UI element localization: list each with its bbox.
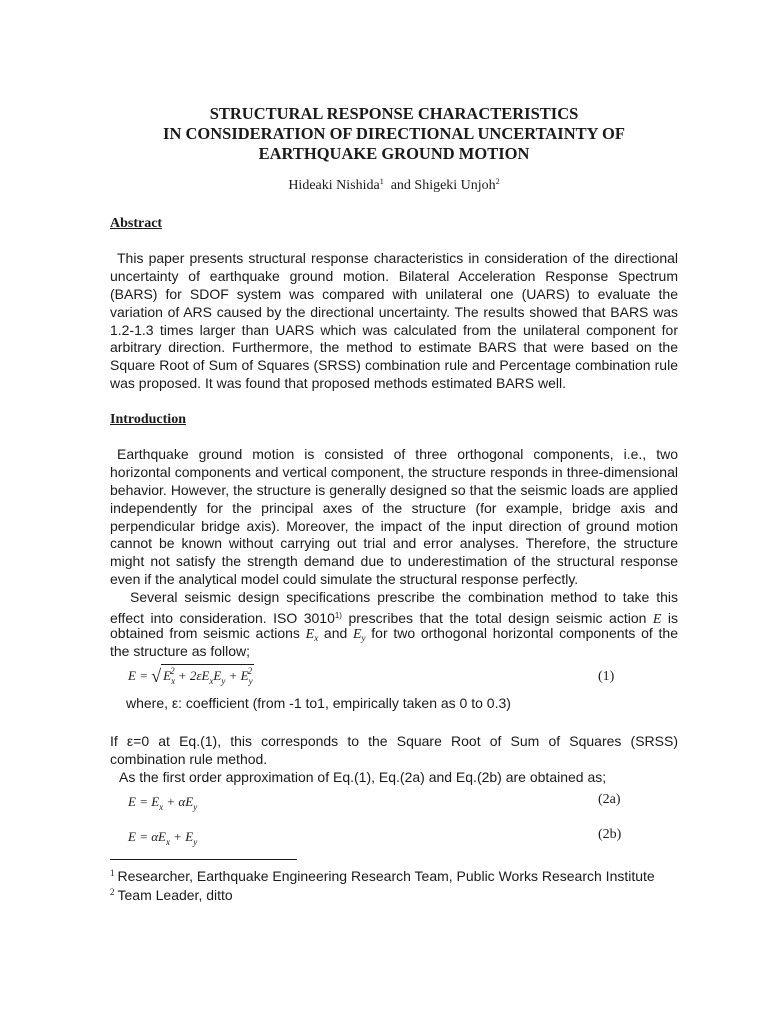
introduction-paragraph [110, 446, 678, 589]
text-line: combination rule method. [110, 750, 268, 767]
text-line: Square Root of Sum of Squares (SRSS) combination rule and Percentage combination rule [110, 357, 678, 374]
author-name: Hideaki Nishida [288, 178, 380, 193]
author-line [110, 177, 678, 194]
footnote [110, 887, 233, 903]
text-line: effect into consideration. ISO 3010$^{1)}$ prescribes that the total design seismic action E is [110, 609, 678, 627]
text-line: 1.2-1.3 times larger than UARS which was calculated from the unilateral component for [110, 321, 678, 338]
abstract-paragraph [110, 250, 678, 393]
text-line: arbitrary direction. Furthermore, the method to estimate BARS that were based on the [110, 339, 678, 356]
title-line: STRUCTURAL RESPONSE CHARACTERISTICS [209, 104, 579, 123]
footnote-text: Researcher, Earthquake Engineering Research Team, Public Works Research Institute [117, 868, 655, 884]
author-name: Shigeki Unjoh [414, 178, 496, 193]
text-line: Earthquake ground motion is consisted of three orthogonal components, i.e., two [117, 446, 678, 462]
footnote [110, 868, 655, 884]
author-conjunction: and [390, 178, 411, 193]
equation-number: (1) [598, 669, 615, 684]
text-line: Several seismic design specifications prescribe the combination method to take this [130, 589, 678, 605]
equation-note: where, ε: coefficient (from -1 to1, empirically taken as 0 to 0.3) [126, 695, 511, 711]
title-line: IN CONSIDERATION OF DIRECTIONAL UNCERTAINTY OF [163, 124, 625, 143]
introduction-paragraph-2 [110, 589, 678, 661]
text-line: was proposed. It was found that proposed methods estimated BARS well. [110, 375, 567, 392]
footnote-text: Team Leader, ditto [117, 887, 233, 903]
footnote-mark: 1 [110, 868, 115, 878]
footnote-divider [110, 859, 297, 860]
introduction-paragraph-3 [110, 733, 678, 787]
footnote-mark: 2 [110, 887, 115, 897]
equation-2a: $E = E_x + \alpha E_y$ [128, 794, 198, 812]
text-line: obtained from seismic actions $E_x$ and $E_y$ for two orthogonal horizontal components of the [110, 624, 678, 643]
introduction-heading: Introduction [110, 412, 186, 427]
text-line: As the first order approximation of Eq.(1), Eq.(2a) and Eq.(2b) are obtained as; [119, 768, 607, 785]
equation-number: (2b) [598, 827, 622, 842]
equation-1: E = √ $E_x^2 + 2\varepsilon E_xE_y + E_y^2$ [128, 666, 253, 686]
text-line: This paper presents structural response characteristics in consideration of the directional [117, 250, 678, 266]
equation-number: (2a) [598, 792, 621, 807]
text-line: If ε=0 at Eq.(1), this corresponds to the Square Root of Sum of Squares (SRSS) [110, 733, 678, 749]
citation-ref: 1) [334, 610, 342, 620]
affiliation-mark: 2 [495, 177, 500, 186]
text-line: even if the analytical model could simulate the structural response perfectly. [110, 571, 579, 588]
paper-title [110, 104, 678, 164]
title-line: EARTHQUAKE GROUND MOTION [258, 144, 530, 163]
text-line: independently for the principal axes of the structure (for example, bridge axis and [110, 499, 678, 516]
text-line: variation of ARS caused by the directional uncertainty. The results showed that BARS was [110, 303, 678, 320]
text-line: (BARS) for SDOF system was compared with unilateral one (UARS) to evaluate the [110, 285, 678, 302]
abstract-heading: Abstract [110, 216, 163, 231]
affiliation-mark: 1 [379, 177, 384, 186]
text-line: the structure as follow; [110, 642, 251, 659]
text-line: uncertainty of earthquake ground motion. Bilateral Acceleration Response Spectrum [110, 267, 678, 284]
text-line: might not satisfy the strength demand due to underestimation of the structural response [110, 553, 678, 570]
text-line: perpendicular bridge axis). Moreover, the impact of the input direction of ground motion [110, 517, 678, 534]
text-line: behavior. However, the structure is generally designed so that the seismic loads are applied [110, 481, 678, 498]
equation-2b: $E = \alpha E_x + E_y$ [128, 829, 198, 847]
text-line: cannot be known without carrying out trial and error analyses. Therefore, the structure [110, 535, 678, 552]
text-line: horizontal components and vertical component, the structure responds in three-dimensional [110, 463, 678, 480]
